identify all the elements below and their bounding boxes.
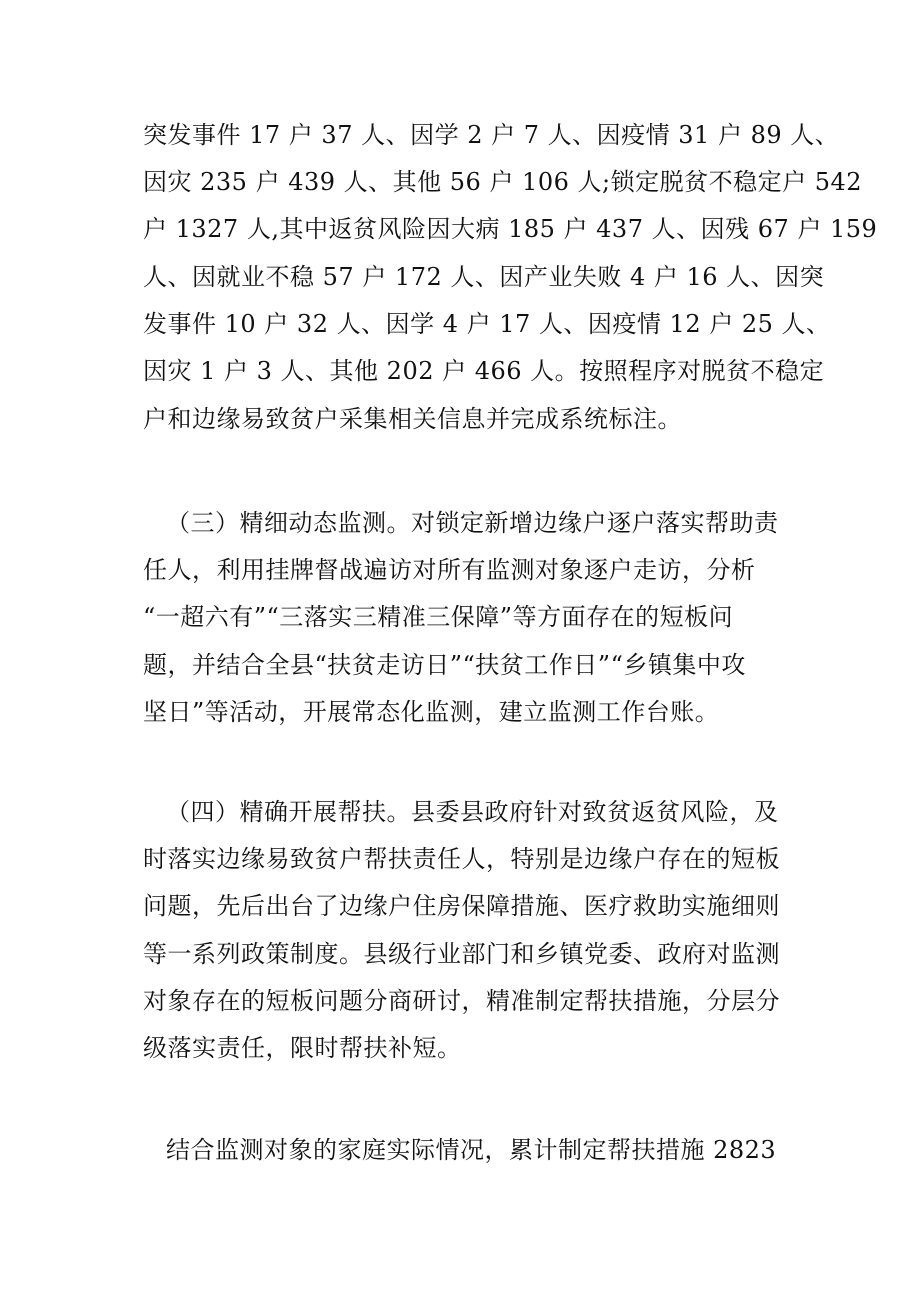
text-line: 级落实责任，限时帮扶补短。	[143, 1034, 462, 1062]
text-line: 因灾 235 户 439 人、其他 56 户 106 人;锁定脱贫不稳定户 542	[143, 168, 863, 196]
text-line: 突发事件 17 户 37 人、因学 2 户 7 人、因疫情 31 户 89 人、	[143, 121, 840, 149]
text-line: 任人，利用挂牌督战遍访对所有监测对象逐户走访，分析	[143, 556, 756, 584]
text-line: 人、因就业不稳 57 户 172 人、因产业失败 4 户 16 人、因突	[143, 263, 825, 291]
text-line: “一超六有”“三落实三精准三保障”等方面存在的短板问	[143, 603, 734, 631]
text-line: 时落实边缘易致贫户帮扶责任人，特别是边缘户存在的短板	[143, 845, 780, 873]
text-line: （四）精确开展帮扶。县委县政府针对致贫返贫风险，及	[166, 798, 779, 826]
text-line: 发事件 10 户 32 人、因学 4 户 17 人、因疫情 12 户 25 人、	[143, 310, 831, 338]
text-line: 等一系列政策制度。县级行业部门和乡镇党委、政府对监测	[143, 940, 780, 968]
text-line: 坚日”等活动，开展常态化监测，建立监测工作台账。	[143, 698, 720, 726]
text-line: （三）精细动态监测。对锁定新增边缘户逐户落实帮助责	[166, 509, 779, 537]
text-line: 问题，先后出台了边缘户住房保障措施、医疗救助实施细则	[143, 892, 780, 920]
text-line: 因灾 1 户 3 人、其他 202 户 466 人。按照程序对脱贫不稳定	[143, 357, 825, 385]
text-line: 户和边缘易致贫户采集相关信息并完成系统标注。	[143, 405, 682, 433]
text-line: 题，并结合全县“扶贫走访日”“扶贫工作日”“乡镇集中攻	[143, 651, 746, 679]
text-line: 结合监测对象的家庭实际情况，累计制定帮扶措施 2823	[166, 1136, 777, 1164]
text-line: 对象存在的短板问题分商研讨，精准制定帮扶措施，分层分	[143, 987, 780, 1015]
text-line: 户 1327 人,其中返贫风险因大病 185 户 437 人、因残 67 户 159	[143, 215, 878, 243]
